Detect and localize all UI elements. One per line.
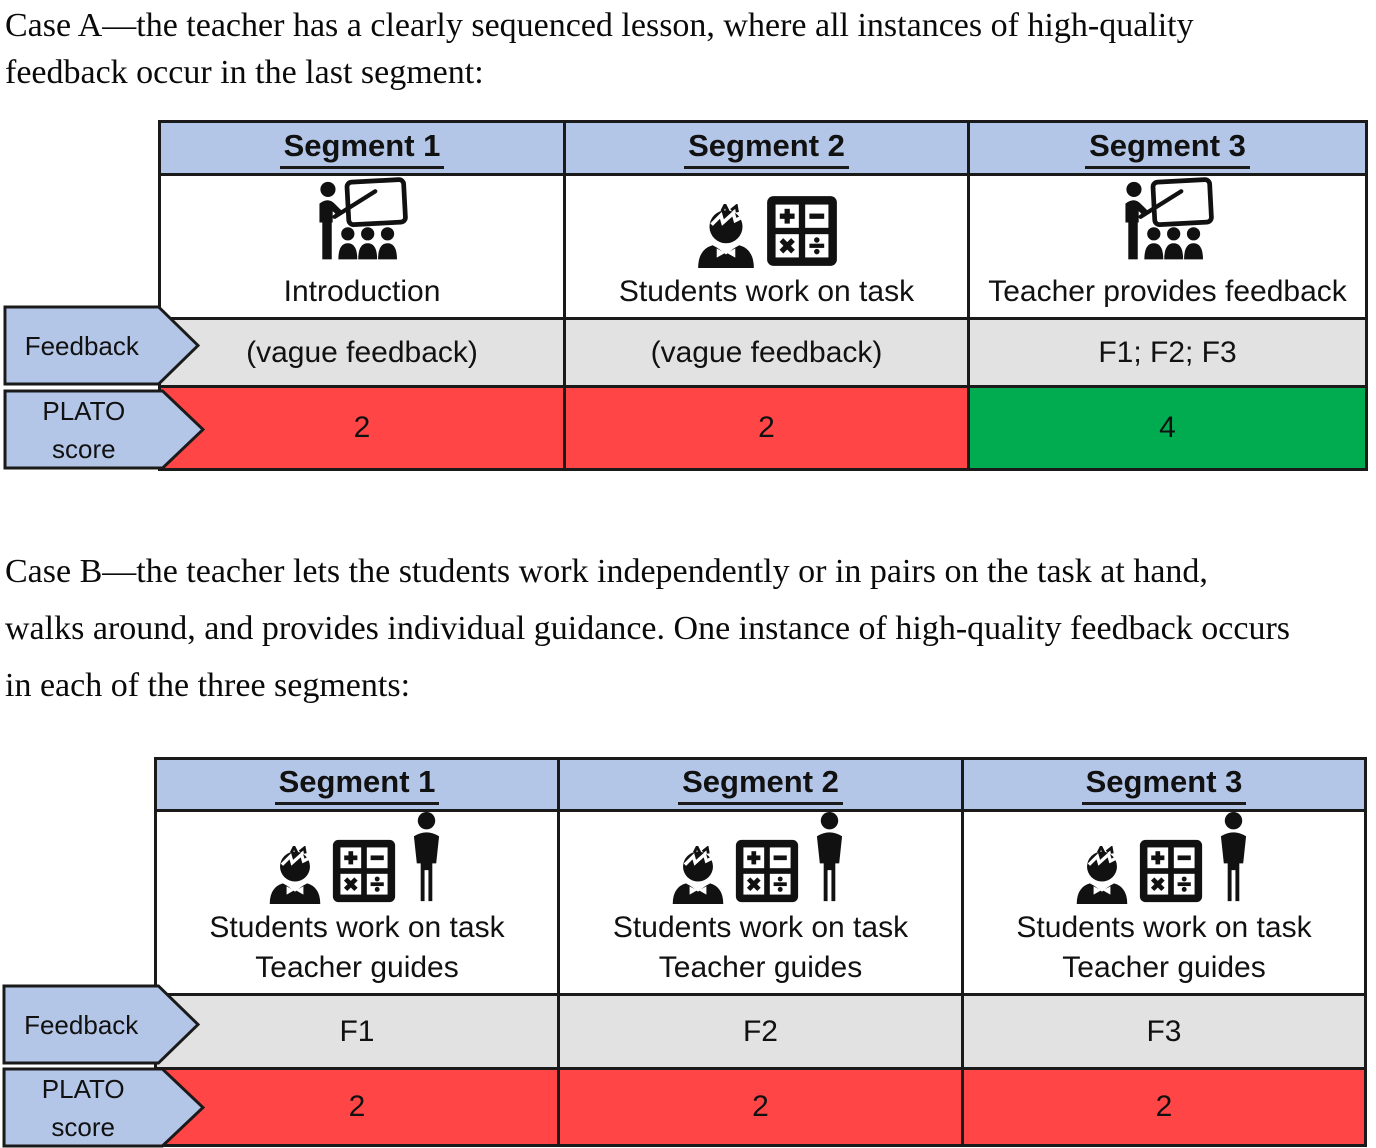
standing-teacher-icon bbox=[1211, 812, 1256, 904]
case-a-description bbox=[5, 2, 1194, 96]
case-b-description bbox=[5, 543, 1290, 714]
teacher-at-board-icon bbox=[1116, 176, 1220, 268]
plato-row-label-arrow bbox=[2, 1067, 205, 1148]
plato-score-cell: 2 bbox=[559, 1069, 963, 1146]
feedback-row-label: Feedback bbox=[24, 330, 139, 361]
case-a-feedback-row bbox=[160, 319, 1367, 387]
student-icon bbox=[694, 204, 758, 268]
plato-score-cell: 2 bbox=[156, 1069, 559, 1146]
activity-label-line2: Teacher guides bbox=[255, 951, 459, 984]
case-b-line-2: walks around, and provides individual guidance. One instance of high-quality feedback occurs bbox=[5, 610, 1290, 647]
plato-score-cell: 2 bbox=[160, 387, 565, 470]
segment-1-header: Segment 1 bbox=[156, 759, 559, 811]
activity-label-line1: Students work on task bbox=[209, 911, 505, 944]
feedback-cell: F1 bbox=[156, 995, 559, 1069]
segment-3-header: Segment 3 bbox=[969, 122, 1367, 175]
activity-cell-students-work bbox=[565, 175, 969, 319]
segment-2-header: Segment 2 bbox=[559, 759, 963, 811]
activity-label-line2: Teacher guides bbox=[1062, 951, 1266, 984]
activity-label: Students work on task bbox=[618, 275, 915, 308]
activity-label: Introduction bbox=[283, 275, 441, 308]
case-a-header-row bbox=[160, 122, 1367, 175]
activity-label-line1: Students work on task bbox=[612, 911, 909, 944]
case-b-line-3: in each of the three segments: bbox=[5, 667, 411, 704]
math-task-icon bbox=[765, 194, 839, 268]
case-a-line-1: Case A—the teacher has a clearly sequenced lesson, where all instances of high-quality bbox=[5, 7, 1194, 44]
math-task-icon bbox=[1138, 838, 1204, 904]
case-a-table bbox=[158, 120, 1368, 471]
standing-teacher-icon bbox=[404, 812, 449, 904]
math-task-icon bbox=[734, 838, 800, 904]
case-b-table bbox=[154, 757, 1367, 1147]
case-a-line-2: feedback occur in the last segment: bbox=[5, 54, 484, 91]
plato-score-cell: 4 bbox=[969, 387, 1367, 470]
feedback-row-label-arrow bbox=[3, 305, 200, 386]
plato-row-label-line1: PLATO bbox=[42, 395, 126, 426]
feedback-cell: F2 bbox=[559, 995, 963, 1069]
activity-cell-teacher-feedback bbox=[969, 175, 1367, 319]
activity-label: Teacher provides feedback bbox=[988, 275, 1347, 308]
case-a-plato-row bbox=[160, 387, 1367, 470]
case-b-header-row bbox=[156, 759, 1366, 811]
plato-score-cell: 2 bbox=[565, 387, 969, 470]
student-icon bbox=[266, 846, 324, 904]
activity-cell-students-teacher bbox=[156, 811, 559, 995]
student-icon bbox=[669, 846, 727, 904]
activity-label-line2: Teacher guides bbox=[658, 951, 863, 984]
feedback-row-label-arrow bbox=[2, 984, 200, 1065]
segment-3-header: Segment 3 bbox=[963, 759, 1366, 811]
plato-row-label-line2: score bbox=[51, 1111, 115, 1142]
feedback-cell: F1; F2; F3 bbox=[969, 319, 1367, 387]
feedback-cell: F3 bbox=[963, 995, 1366, 1069]
activity-label-line1: Students work on task bbox=[1016, 911, 1312, 944]
plato-row-label-line1: PLATO bbox=[41, 1073, 125, 1104]
case-b-feedback-row bbox=[156, 995, 1366, 1069]
plato-score-cell: 2 bbox=[963, 1069, 1366, 1146]
activity-cell-students-teacher bbox=[559, 811, 963, 995]
segment-1-header: Segment 1 bbox=[160, 122, 565, 175]
math-task-icon bbox=[331, 838, 397, 904]
case-b-activity-row bbox=[156, 811, 1366, 995]
activity-cell-students-teacher bbox=[963, 811, 1366, 995]
activity-cell-introduction bbox=[160, 175, 565, 319]
case-b-line-1: Case B—the teacher lets the students work independently or in pairs on the task at hand, bbox=[5, 553, 1208, 590]
case-b-plato-row bbox=[156, 1069, 1366, 1146]
plato-row-label-line2: score bbox=[52, 433, 116, 464]
case-a-activity-row bbox=[160, 175, 1367, 319]
standing-teacher-icon bbox=[807, 812, 852, 904]
segment-2-header: Segment 2 bbox=[565, 122, 969, 175]
teacher-at-board-icon bbox=[310, 176, 414, 268]
feedback-cell: (vague feedback) bbox=[565, 319, 969, 387]
feedback-cell: (vague feedback) bbox=[160, 319, 565, 387]
student-icon bbox=[1073, 846, 1131, 904]
plato-row-label-arrow bbox=[3, 389, 205, 470]
feedback-row-label: Feedback bbox=[24, 1009, 139, 1040]
